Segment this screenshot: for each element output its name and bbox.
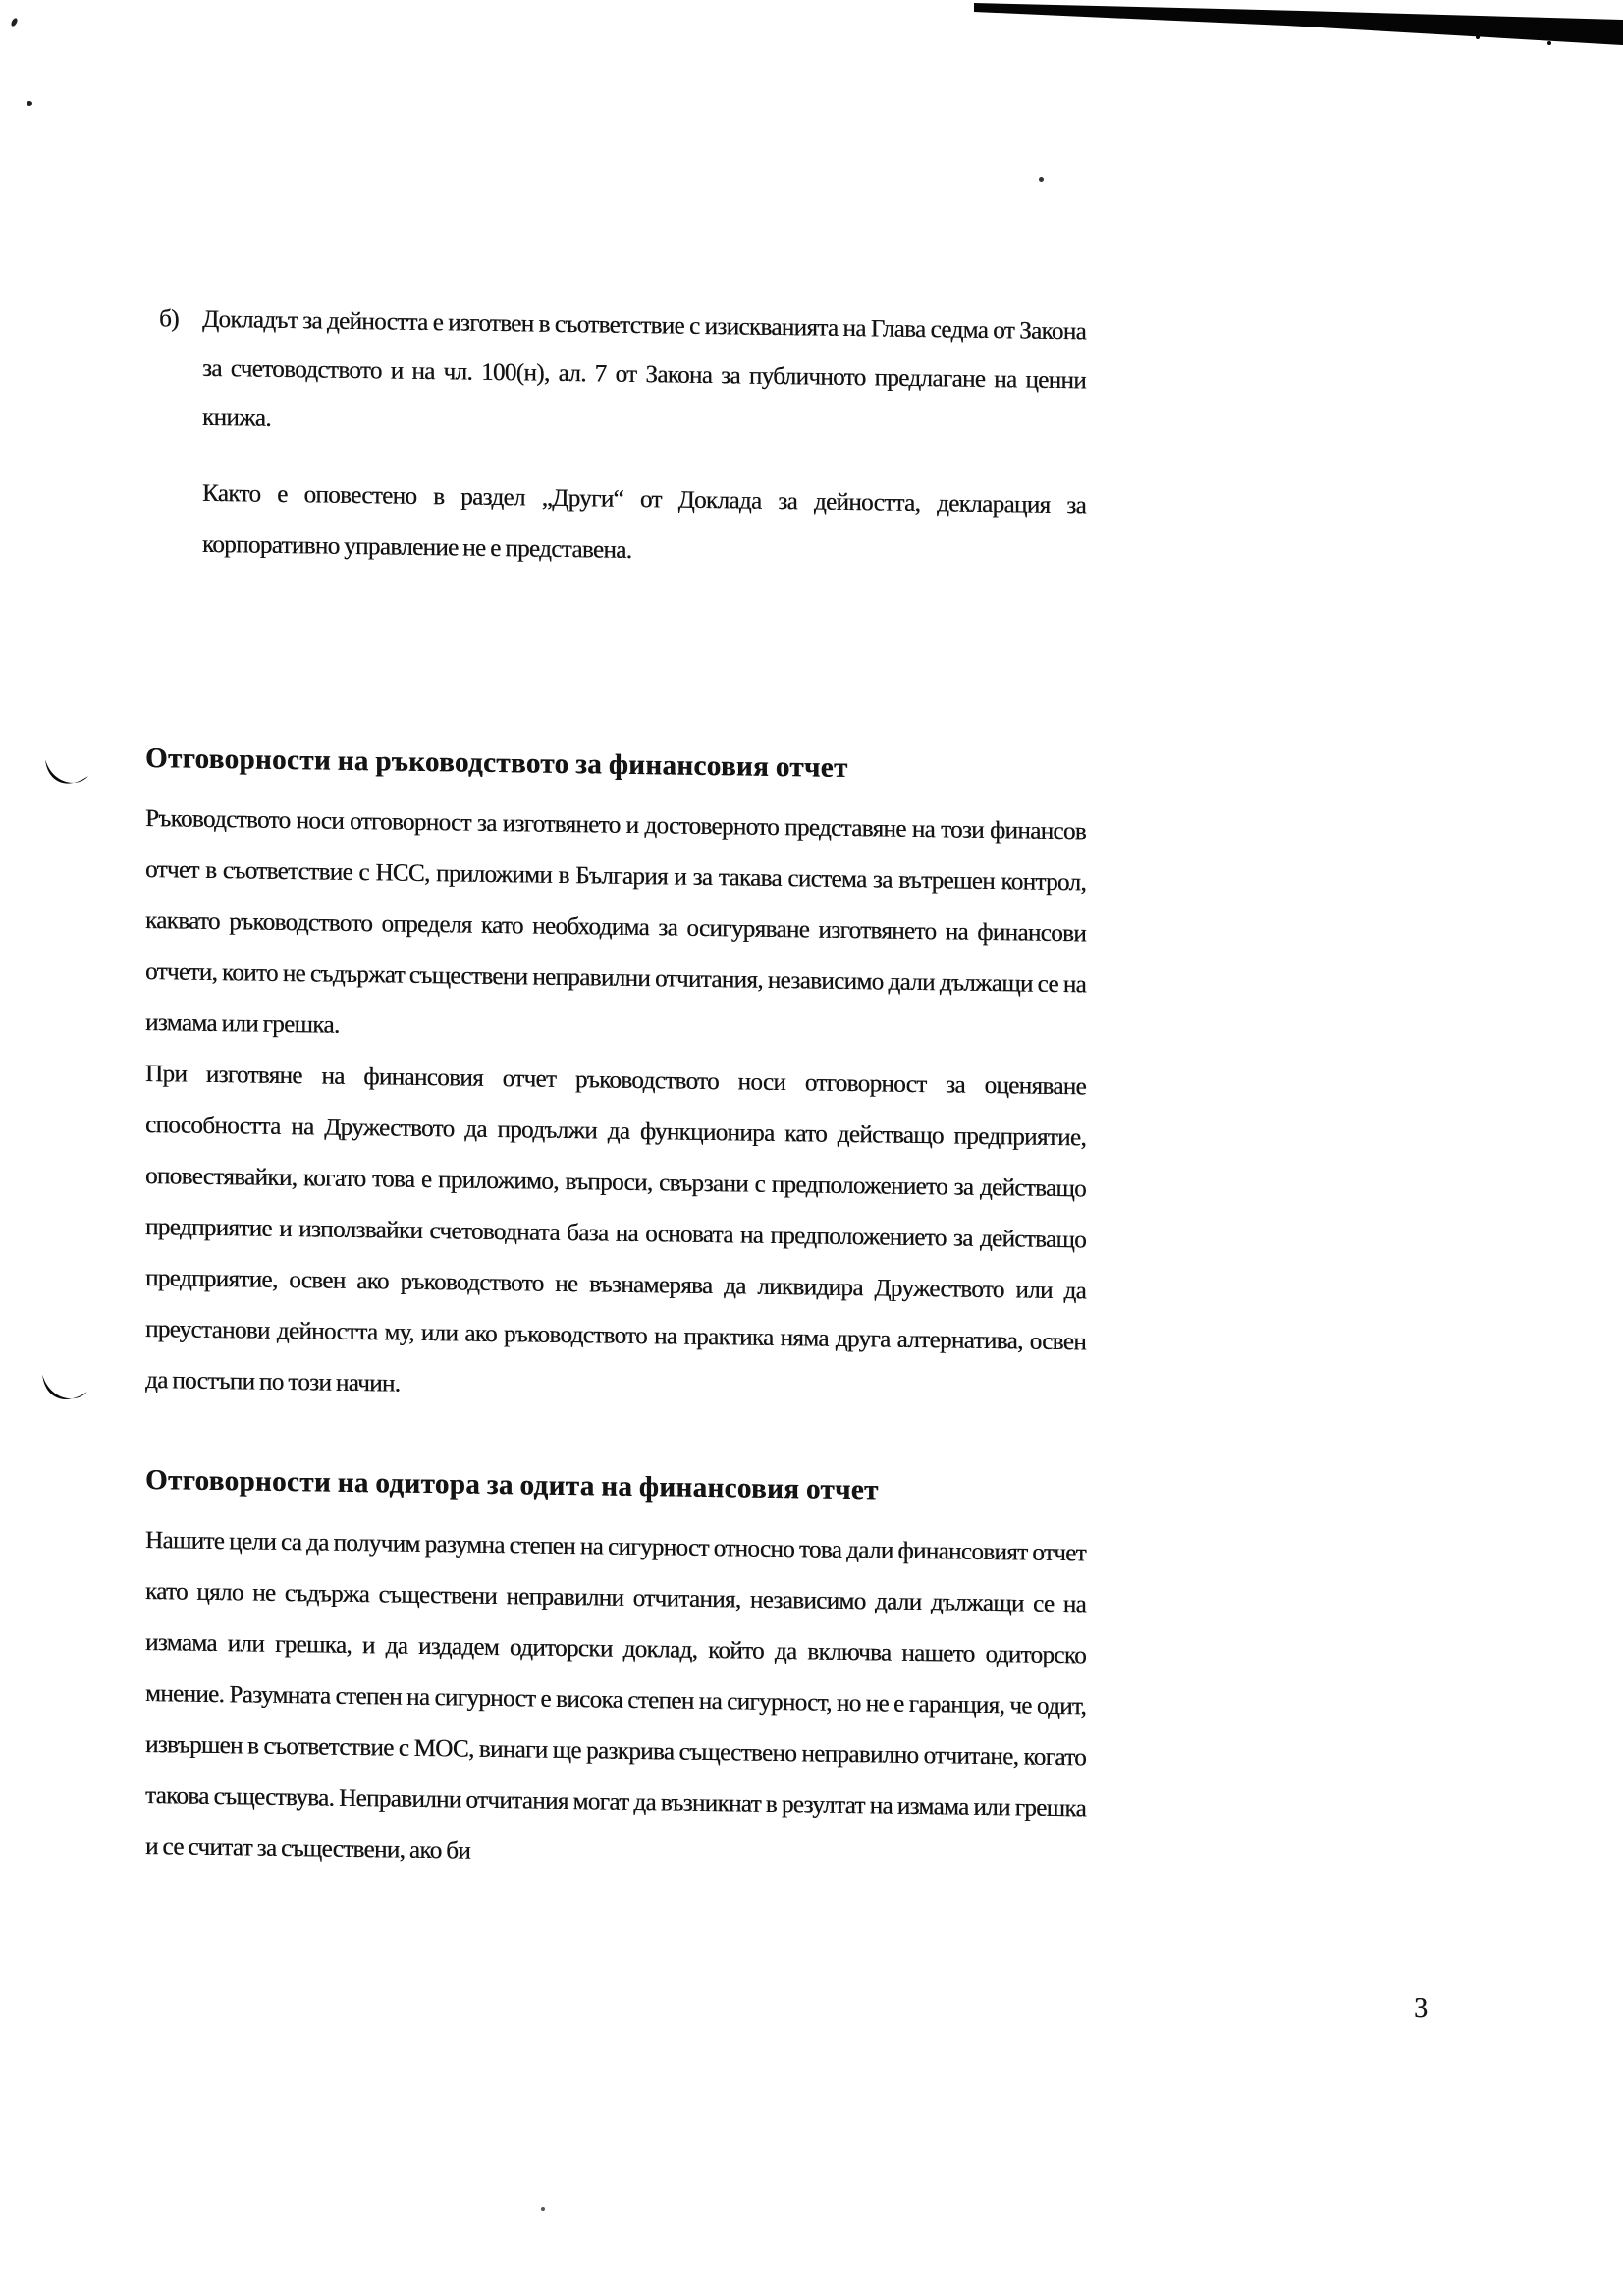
scan-speck — [541, 2207, 545, 2211]
page-number: 3 — [1414, 1994, 1428, 2024]
list-item-text: Докладът за дейността е изготвен в съответствие с изискванията на Глава седма от Закона за счетоводството и на чл. 100(н), ал. 7 от Закона за публичното предлагане на ценни книжа. — [202, 305, 1086, 432]
paragraph-management-1: Ръководството носи отговорност за изготвянето и достоверното представяне на този финансов отчет в съответствие с НСС, приложими в България и за такава система за вътрешен контрол, каквато ръководството определя като необходима за осигуряване изготвянето на финансови отчети, които не съдържат съществени неправилни отчитания, независимо дали дължащи се на измама или грешка. — [145, 805, 1086, 1039]
pen-crescent-mark-icon — [43, 758, 90, 790]
section-heading-auditor-responsibilities: Отговорности на одитора за одита на финансовия отчет — [145, 1464, 879, 1506]
list-item-marker: б) — [159, 305, 179, 333]
paragraph-management-2: При изготвяне на финансовия отчет ръководството носи отговорност за оценяване способността на Дружеството да продължи да функционира като действащо предприятие, оповестявайки, когато това е приложимо, въпроси, свързани с предположението за действащо предприятие и използвайки счетоводната база на основата на предположението за действащо предприятие, освен ако ръководството не възнамерява да ликвидира Дружеството или да преустанови дейността му, или ако ръководството на практика няма друга алтернатива, освен да постъпи по този начин. — [145, 1061, 1086, 1397]
scan-streak-artifact-icon — [0, 0, 1623, 69]
scan-speck — [1039, 177, 1044, 182]
list-item-continuation-paragraph: Както е оповестено в раздел „Други“ от Доклада за дейността, декларация за корпоративно управление не е представена. — [202, 479, 1086, 564]
list-item-b — [145, 295, 1086, 455]
scan-speck — [27, 101, 32, 106]
pen-crescent-mark-icon — [40, 1373, 89, 1406]
section-heading-management-responsibilities: Отговорности на ръководството за финансовия отчет — [145, 742, 848, 784]
document-text-column — [145, 295, 1086, 1886]
paragraph-auditor-1: Нашите цели са да получим разумна степен на сигурност относно това дали финансовият отчет като цяло не съдържа съществени неправилни отчитания, независимо дали дължащи се на измама или грешка, и да издадем одиторски доклад, който да включва нашето одиторско мнение. Разумната степен на сигурност е висока степен на сигурност, но не е гаранция, че одит, извършен в съответствие с МОС, винаги ще разкрива съществено неправилно отчитане, когато такова съществува. Неправилни отчитания могат да възникнат в резултат на измама или грешка и се считат за съществени, ако би — [145, 1527, 1086, 1865]
